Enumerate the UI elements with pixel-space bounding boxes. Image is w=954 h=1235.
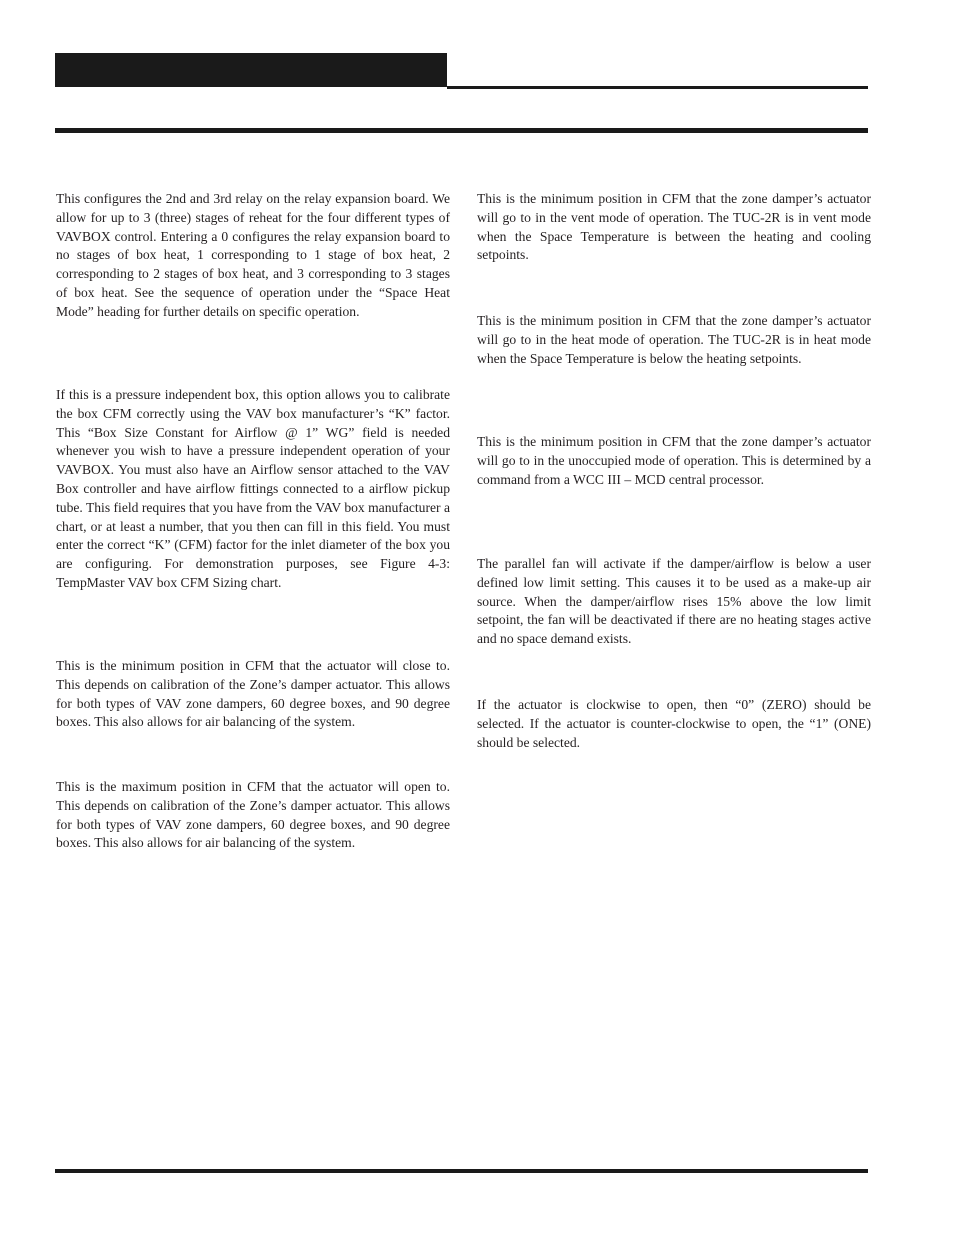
- actuator-direction-paragraph: If the actuator is clockwise to open, then “0” (ZERO) should be selected. If the actuator is counter-clockwise to open, the “1” (ONE) should be selected.: [477, 697, 871, 750]
- box-size-constant-paragraph: If this is a pressure independent box, this option allows you to calibrate the box CFM correctly using the VAV box manufacturer’s “K” factor. This “Box Size Constant for Airflow @ 1” WG” field is needed whenever you wish to have a pressure independent operation of your VAVBOX. You must also have an Airflow sensor attached to the VAV Box controller and have airflow fittings connected to a airflow pickup tube. This field requires that you have from the VAV box manufacturer a chart, or at least a number, that you then can fill in this field. You must enter the correct “K” (CFM) factor for the inlet diameter of the box you are configuring. For demonstration purposes, see Figure 4-3: TempMaster VAV box CFM Sizing chart.: [56, 387, 450, 590]
- maximum-cfm-paragraph: This is the maximum position in CFM that the actuator will open to. This depends on calibration of the Zone’s damper actuator. This allows for both types of VAV zone dampers, 60 degree boxes, and 90 degree boxes. This also allows for air balancing of the system.: [56, 779, 450, 851]
- header-rule: [447, 86, 868, 89]
- minimum-cfm-paragraph: This is the minimum position in CFM that the actuator will close to. This depends on calibration of the Zone’s damper actuator. This allows for both types of VAV zone dampers, 60 degree boxes, and 90 degree boxes. This also allows for air balancing of the system.: [56, 658, 450, 730]
- footer-rule: [55, 1169, 868, 1173]
- vent-mode-cfm-paragraph: This is the minimum position in CFM that the zone damper’s actuator will go to in the vent mode of operation. The TUC-2R is in vent mode when the Space Temperature is between the heating and cooling setpoints.: [477, 191, 871, 263]
- header-bar: [55, 53, 447, 87]
- heat-mode-cfm-paragraph: This is the minimum position in CFM that the zone damper’s actuator will go to in the heat mode of operation. The TUC-2R is in heat mode when the Space Temperature is below the heating setpoints.: [477, 313, 871, 366]
- box-heat-stages-paragraph: This configures the 2nd and 3rd relay on the relay expansion board. We allow for up to 3 (three) stages of reheat for the four different types of VAVBOX control. Entering a 0 configures the relay expansion board to no stages of box heat, 1 corresponding to 1 stage of box heat, 2 corresponding to 2 stages of box heat, and 3 corresponding to 3 stages of box heat. See the sequence of operation under the “Space Heat Mode” heading for further details on specific operation.: [56, 191, 450, 319]
- unoccupied-cfm-paragraph: This is the minimum position in CFM that the zone damper’s actuator will go to in the unoccupied mode of operation. This is determined by a command from a WCC III – MCD central processor.: [477, 434, 871, 487]
- title-rule: [55, 128, 868, 133]
- parallel-fan-paragraph: The parallel fan will activate if the damper/airflow is below a user defined low limit setting. This causes it to be used as a make-up air source. When the damper/airflow rises 15% above the low limit setpoint, the fan will be deactivated if there are no heating stages active and no space demand exists.: [477, 556, 871, 647]
